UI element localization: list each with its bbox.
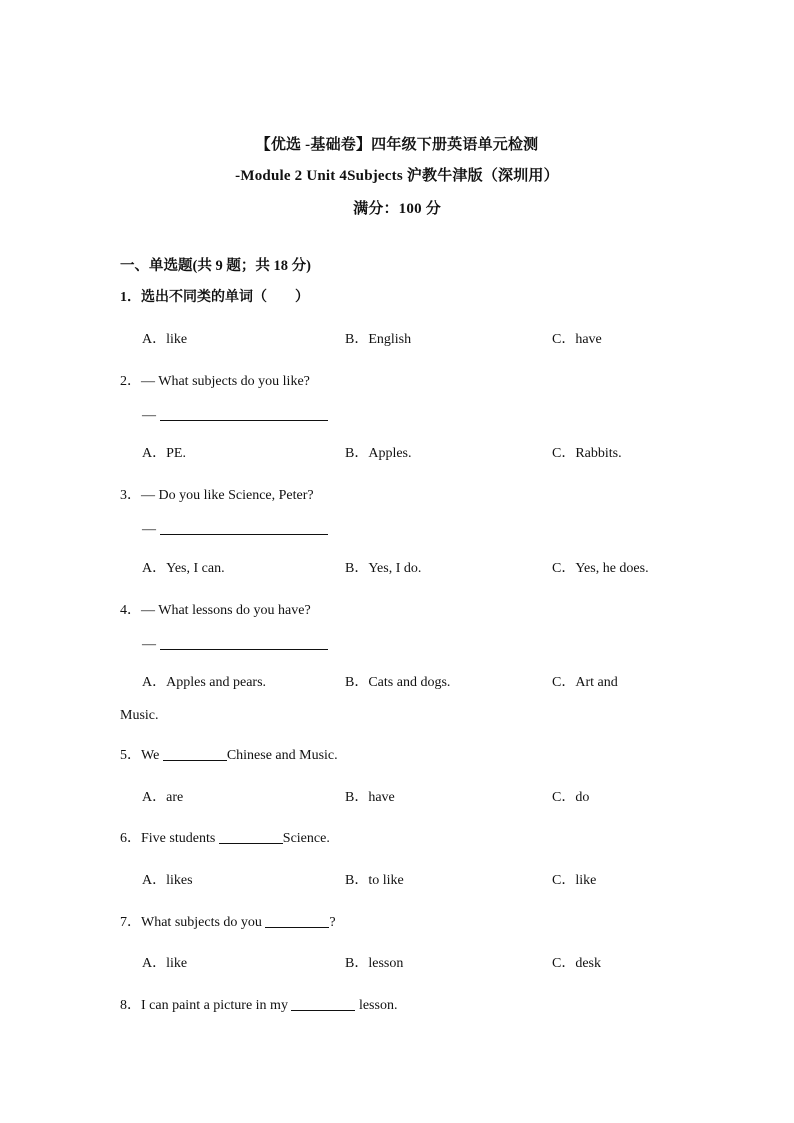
question-number: 1． (120, 290, 141, 305)
q1-option-c[interactable]: C．have (552, 332, 602, 347)
q1-option-a[interactable]: A．like (142, 332, 188, 347)
q3-option-c[interactable]: C．Yes, he does. (552, 561, 649, 576)
question-number: 3． (120, 488, 141, 503)
question-text: 选出不同类的单词（ (141, 290, 267, 305)
q6-option-c[interactable]: C．like (552, 873, 597, 888)
question-3 (120, 484, 314, 504)
document-subtitle: -Module 2 Unit 4Subjects 沪教牛津版（深圳用） (235, 168, 559, 184)
q3-answer-line (142, 520, 328, 538)
q2-option-a[interactable]: A．PE. (142, 446, 186, 461)
question-number: 7． (120, 915, 141, 930)
q5-option-a[interactable]: A．are (142, 790, 184, 805)
question-text: — What lessons do you have? (141, 603, 311, 618)
fill-blank[interactable] (265, 913, 329, 928)
q4-answer-line (142, 635, 328, 653)
question-number: 6． (120, 831, 141, 846)
question-2 (120, 370, 310, 390)
question-7 (120, 911, 336, 931)
question-text-after: lesson. (355, 998, 398, 1013)
question-text-after: Science. (282, 831, 330, 846)
q7-option-c[interactable]: C．desk (552, 956, 601, 971)
q5-option-c[interactable]: C．do (552, 790, 590, 805)
answer-blank[interactable] (160, 520, 328, 535)
question-5 (120, 744, 338, 764)
question-text-after: ? (329, 915, 336, 930)
answer-dash: — (142, 637, 156, 652)
question-text-before: What subjects do you (141, 915, 266, 930)
answer-dash: — (142, 522, 156, 537)
q4-option-a[interactable]: A．Apples and pears. (142, 675, 267, 690)
section-heading: 一、单选题(共 9 题；共 18 分) (120, 258, 311, 274)
question-text-before: Five students (141, 831, 219, 846)
q3-option-a[interactable]: A．Yes, I can. (142, 561, 225, 576)
q5-option-b[interactable]: B．have (345, 790, 395, 805)
question-6 (120, 827, 330, 847)
q6-option-a[interactable]: A．likes (142, 873, 193, 888)
answer-blank[interactable] (160, 406, 328, 421)
question-number: 4． (120, 603, 141, 618)
question-text-after: Chinese and Music. (226, 748, 338, 763)
question-text: — Do you like Science, Peter? (141, 488, 314, 503)
document-title: 【优选 -基础卷】四年级下册英语单元检测 (255, 137, 539, 153)
answer-dash: — (142, 408, 156, 423)
question-1 (120, 286, 309, 306)
q4-option-c-wrap: Music. (120, 708, 159, 723)
fill-blank[interactable] (219, 829, 283, 844)
q4-option-c[interactable]: C．Art and (552, 675, 618, 690)
question-number: 2． (120, 374, 141, 389)
question-text: — What subjects do you like? (141, 374, 310, 389)
q6-option-b[interactable]: B．to like (345, 873, 404, 888)
q3-option-b[interactable]: B．Yes, I do. (345, 561, 422, 576)
q2-option-c[interactable]: C．Rabbits. (552, 446, 622, 461)
question-text-end: ） (295, 290, 309, 305)
fill-blank[interactable] (291, 996, 355, 1011)
q7-option-a[interactable]: A．like (142, 956, 188, 971)
question-8 (120, 994, 397, 1014)
answer-blank[interactable] (160, 635, 328, 650)
q2-answer-line (142, 406, 328, 424)
question-4 (120, 599, 311, 619)
question-number: 5． (120, 748, 141, 763)
fill-blank[interactable] (163, 746, 227, 761)
question-text-before: We (141, 748, 163, 763)
q1-option-b[interactable]: B．English (345, 332, 412, 347)
full-score: 满分：100 分 (353, 201, 441, 217)
q2-option-b[interactable]: B．Apples. (345, 446, 412, 461)
question-number: 8． (120, 998, 141, 1013)
question-text-before: I can paint a picture in my (141, 998, 292, 1013)
q4-option-b[interactable]: B．Cats and dogs. (345, 675, 451, 690)
q7-option-b[interactable]: B．lesson (345, 956, 404, 971)
